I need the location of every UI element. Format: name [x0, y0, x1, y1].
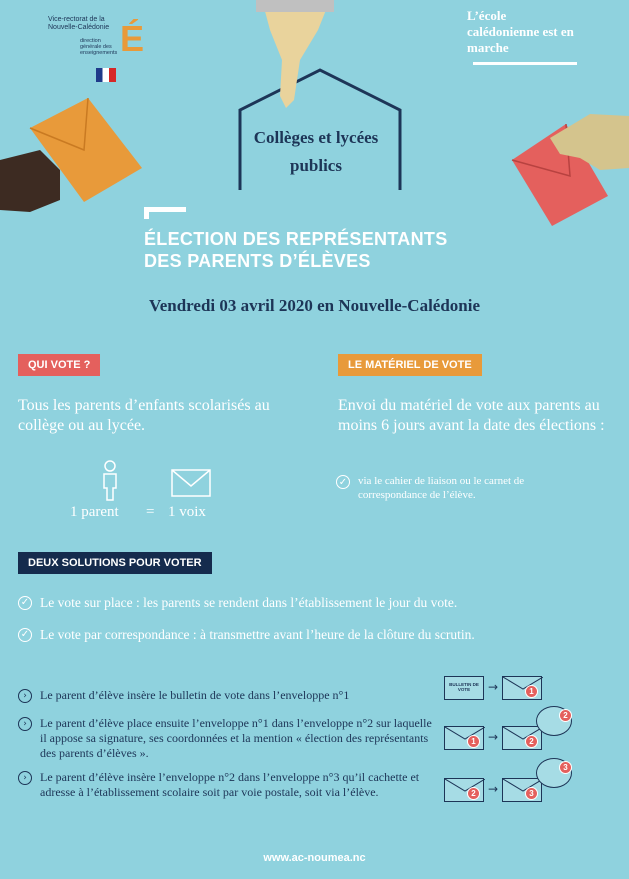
page-title [144, 228, 448, 272]
election-date: Vendredi 03 avril 2020 en Nouvelle-Calédonie [148, 296, 481, 315]
chevron-right-icon: › [18, 689, 32, 703]
chevron-right-icon: › [18, 717, 32, 731]
step-item [18, 770, 438, 800]
ballot-card: BULLETIN DE VOTE [444, 676, 484, 700]
logo-letter: É [120, 18, 145, 59]
hand-top-icon [256, 0, 334, 108]
qui-vote-badge: QUI VOTE ? [18, 354, 100, 376]
number-badge: 2 [525, 735, 538, 748]
number-badge: 1 [525, 685, 538, 698]
step-item [18, 688, 438, 703]
check-icon: ✓ [336, 475, 350, 489]
materiel-text: Envoi du matériel de vote aux parents au moins 6 jours avant la date des élections : [338, 397, 605, 434]
check-icon: ✓ [18, 628, 32, 642]
hand-left-icon [0, 150, 60, 212]
logo-subtext: direction générale des enseignements [80, 38, 118, 56]
envelope-icon [172, 470, 210, 496]
solution-text: Le vote sur place : les parents se rendent dans l’établissement le jour du vote. [40, 595, 458, 610]
envelope-diagram [440, 668, 620, 818]
chevron-right-icon: › [18, 771, 32, 785]
flag-icon [96, 68, 116, 82]
house-label: Collèges et lycées publics [253, 128, 379, 175]
number-badge: 2 [559, 709, 572, 722]
eq-sign: = [146, 504, 155, 520]
step-text: Le parent d’élève place ensuite l’enveloppe n°1 dans l’enveloppe n°2 sur laquelle il appose sa signature, ses coordonnées et la mention « élection des représentants des parents d’élèves ». [40, 716, 432, 760]
check-icon: ✓ [18, 596, 32, 610]
qui-vote-text: Tous les parents d’enfants scolarisés au collège ou au lycée. [18, 397, 270, 434]
envelope-3-icon [502, 778, 542, 802]
tagline-underline [473, 62, 577, 65]
solutions-badge: DEUX SOLUTIONS POUR VOTER [18, 552, 212, 574]
website-link[interactable]: www.ac-noumea.nc [263, 852, 366, 864]
arrow-icon: → [488, 680, 499, 694]
envelope-2-icon [502, 726, 542, 750]
vice-rectorat-logo [30, 10, 150, 86]
materiel-badge: LE MATÉRIEL DE VOTE [338, 354, 482, 376]
solution-item [18, 594, 598, 612]
step-text: Le parent d’élève insère l’enveloppe n°2 dans l’enveloppe n°3 qu’il cachette et adresse à l’établissement scolaire soit par voie postale, soit via l’élève. [40, 770, 420, 799]
arrow-icon: → [488, 782, 499, 796]
title-line-1: ÉLECTION DES REPRÉSENTANTS [144, 229, 448, 249]
step-text: Le parent d’élève insère le bulletin de vote dans l’enveloppe n°1 [40, 688, 350, 702]
eq-right: 1 voix [168, 504, 206, 520]
envelope-2-back-icon [536, 706, 572, 736]
step-item [18, 716, 438, 761]
tagline: L’école calédonienne est en marche [467, 8, 574, 55]
number-badge: 2 [467, 787, 480, 800]
solution-text: Le vote par correspondance : à transmettre avant l’heure de la clôture du scrutin. [40, 627, 475, 642]
envelope-1-icon [502, 676, 542, 700]
solution-item [18, 626, 578, 644]
arrow-icon: → [488, 730, 499, 744]
number-badge: 1 [467, 735, 480, 748]
envelope-2-icon [444, 778, 484, 802]
number-badge: 3 [559, 761, 572, 774]
eq-left: 1 parent [70, 504, 119, 520]
person-icon [104, 461, 116, 500]
number-badge: 3 [525, 787, 538, 800]
logo-text: Vice-rectorat de la Nouvelle-Calédonie [48, 16, 110, 31]
title-corner [144, 207, 186, 219]
title-line-2: DES PARENTS D’ÉLÈVES [144, 251, 371, 271]
materiel-note: via le cahier de liaison ou le carnet de correspondance de l’élève. [358, 475, 525, 501]
envelope-3-back-icon [536, 758, 572, 788]
envelope-1-icon [444, 726, 484, 750]
